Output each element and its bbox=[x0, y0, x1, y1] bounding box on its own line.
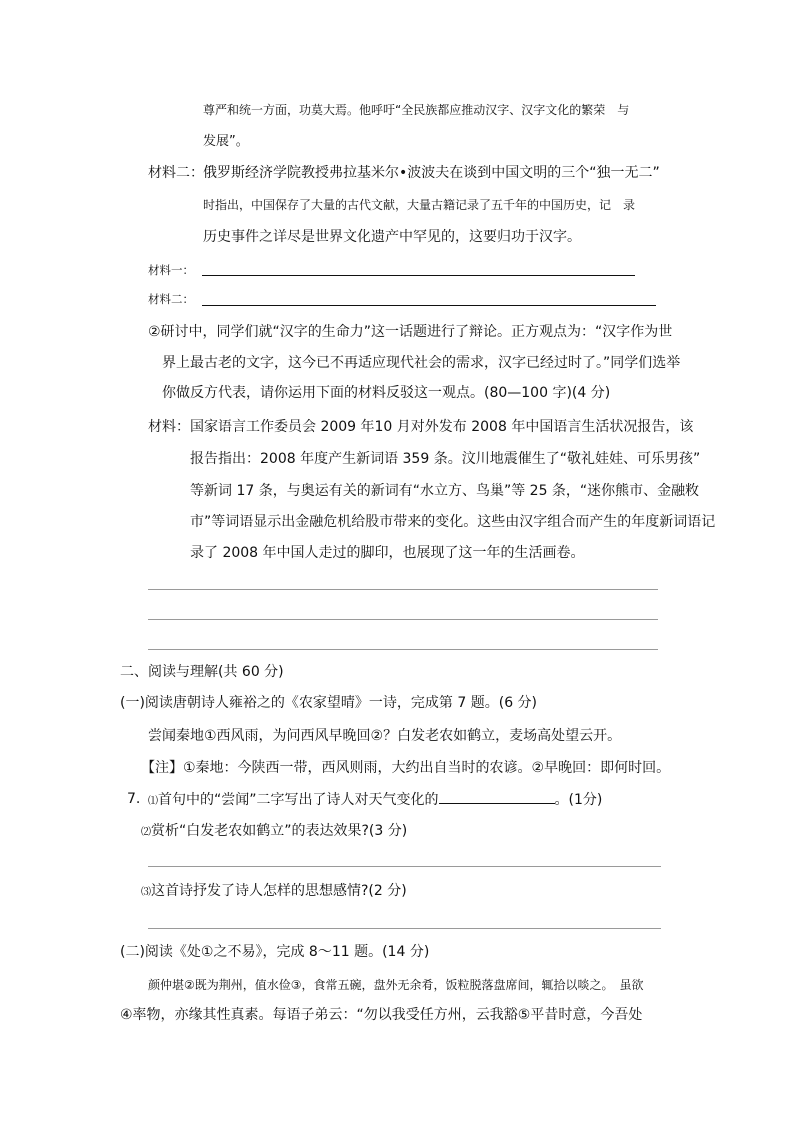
material2-line2: 时指出，中国保存了大量的古代文献，大量古籍记录了五千年的中国历史，记 录 bbox=[203, 198, 636, 212]
poem-note: 【注】①秦地：今陕西一带，西风则雨，大约出自当时的农谚。②早晚回：即何时回。 bbox=[141, 760, 671, 776]
answer-line-material1[interactable] bbox=[202, 275, 635, 276]
question7-number: 7. bbox=[127, 791, 141, 807]
part2-heading: (二)阅读《处①之不易》，完成 8～11 题。(14 分) bbox=[120, 944, 430, 960]
question7-2-mark: ⑵ bbox=[141, 827, 151, 838]
poem-text: 尝闻秦地①西风雨，为问西风早晚回②？白发老农如鹤立，麦场高处望云开。 bbox=[148, 728, 622, 744]
material3-line1: 国家语言工作委员会 2009 年10 月对外发布 2008 年中国语言生活状况报告，该 bbox=[190, 419, 694, 435]
material3-line3: 等新词 17 条，与奥运有关的新词有“水立方、鸟巢”等 25 条，“迷你熊市、金融敉 bbox=[190, 483, 700, 499]
question7-1-mark: ⑴ bbox=[148, 796, 158, 807]
question7-1-score: 。(1分) bbox=[554, 792, 603, 808]
material2-line3: 历史事件之详尽是世界文化遗产中罕见的，这要归功于汉字。 bbox=[203, 229, 581, 245]
prose-line1: 颜仲堪②既为荆州，值水俭③，食常五碗，盘外无余肴，饭粒脱落盘席间，辄拾以啖之。 虽欲 bbox=[148, 978, 644, 992]
answer-line[interactable] bbox=[148, 619, 658, 620]
question7-1-text: 首句中的“尝闻”二字写出了诗人对天气变化的 bbox=[158, 792, 439, 808]
material3-line2: 报告指出：2008 年度产生新词语 359 条。汶川地震催生了“敬礼娃娃、可乐男孩” bbox=[190, 451, 701, 467]
answer-line[interactable] bbox=[148, 928, 661, 929]
material1-line2: 发展”。 bbox=[203, 134, 249, 149]
question2-line3: 你做反方代表，请你运用下面的材料反驳这一观点。(80—100 字)(4 分) bbox=[162, 385, 611, 401]
question2-line2: 界上最古老的文字，这今已不再适应现代社会的需求，汉字已经过时了。”同学们选举 bbox=[162, 355, 681, 371]
material2-line1: 俄罗斯经济学院教授弗拉基米尔•波波夫在谈到中国文明的三个“独一无二” bbox=[203, 165, 660, 181]
question7-1 bbox=[148, 789, 602, 812]
question7-2 bbox=[141, 821, 407, 843]
section2-title: 二、阅读与理解(共 60 分) bbox=[120, 664, 284, 680]
question7-3-mark: ⑶ bbox=[141, 887, 151, 898]
question2-line1: ②研讨中，同学们就“汉字的生命力”这一话题进行了辩论。正方观点为：“汉字作为世 bbox=[148, 324, 673, 340]
material3-label: 材料： bbox=[148, 419, 190, 435]
answer-line-material2[interactable] bbox=[202, 305, 656, 306]
material3-line5: 录了 2008 年中国人走过的脚印，也展现了这一年的生活画卷。 bbox=[190, 545, 585, 561]
material2-label: 材料二： bbox=[148, 165, 204, 181]
answer-line[interactable] bbox=[148, 866, 661, 867]
fill-label-material1: 材料一： bbox=[148, 263, 194, 277]
question7-3-text: 这首诗抒发了诗人怎样的思想感情?(2 分) bbox=[151, 883, 407, 899]
fill-label-material2: 材料二： bbox=[148, 292, 194, 306]
material3-line4: 市”等词语显示出金融危机给股市带来的变化。这些由汉字组合而产生的年度新词语记 bbox=[190, 514, 716, 530]
prose-line2: ④率物，亦缘其性真素。每语子弟云：“勿以我受任方州，云我豁⑤平昔时意，今吾处 bbox=[120, 1007, 643, 1023]
answer-line[interactable] bbox=[148, 649, 658, 650]
question7-3 bbox=[141, 881, 407, 903]
material1-line1: 尊严和统一方面，功莫大焉。他呼吁“全民族都应推动汉字、汉字文化的繁荣 与 bbox=[203, 103, 630, 117]
answer-line[interactable] bbox=[148, 589, 658, 590]
part1-heading: (一)阅读唐朝诗人雍裕之的《农家望晴》一诗，完成第 7 题。(6 分) bbox=[120, 695, 538, 711]
question7-2-text: 赏析“白发老农如鹤立”的表达效果?(3 分) bbox=[151, 823, 408, 839]
question7-1-blank[interactable] bbox=[439, 789, 555, 804]
